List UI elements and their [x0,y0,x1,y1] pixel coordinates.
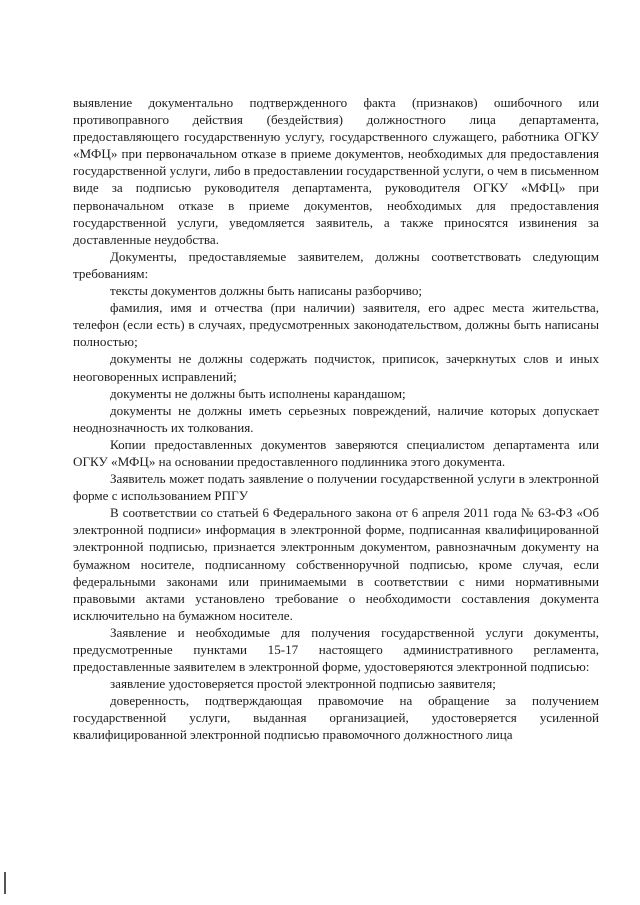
paragraph-no-corrections: документы не должны содержать подчисток, приписок, зачеркнутых слов и иных неоговоренных исправлений; [73,351,599,384]
paragraph-electronic-documents: Заявление и необходимые для получения государственной услуги документы, предусмотренные пунктами 15-17 настоящего административного регламента, предоставленные заявителем в электронной форме, удостоверяются электронной подписью: [73,624,599,675]
document-body [73,94,599,744]
paragraph-certified-copies: Копии предоставленных документов заверяются специалистом департамента или ОГКУ «МФЦ» на основании предоставленного подлинника этого документа. [73,436,599,469]
paragraph-electronic-signature-law: В соответствии со статьей 6 Федерального закона от 6 апреля 2011 года № 63-ФЗ «Об электронной подписи» информация в электронной форме, подписанная квалифицированной электронной подписью, признается электронным документом, равнозначным документу на бумажном носителе, подписанному собственноручной подписью, кроме случая, если федеральными законами или принимаемыми в соответствии с ними нормативными правовыми актами установлено требование о необходимости составления документа исключительно на бумажном носителе. [73,505,599,623]
paragraph-full-name-address: фамилия, имя и отчества (при наличии) заявителя, его адрес места жительства, телефон (если есть) в случаях, предусмотренных законодательством, должны быть написаны полностью; [73,300,599,350]
scan-edge-mark [4,872,6,894]
paragraph-power-of-attorney: доверенность, подтверждающая правомочие на обращение за получением государственной услуги, выданная организацией, удостоверяется усиленной квалифицированной электронной подписью правомочного должностного лица [73,693,599,743]
paragraph-no-pencil: документы не должны быть исполнены карандашом; [110,385,406,401]
paragraph-mistake-apology: выявление документально подтвержденного факта (признаков) ошибочного или противоправного действия (бездействия) должностного лица департамента, предоставляющего государственную услугу, государственного служащего, работника ОГКУ «МФЦ» при первоначальном отказе в приеме документов, необходимых для предоставления государственной услуги, либо в предоставлении государственной услуги, о чем в письменном виде за подписью руководителя департамента, руководителя ОГКУ «МФЦ» при первоначальном отказе в приеме документов, необходимых для предоставления государственной услуги, уведомляется заявитель, а также приносятся извинения за доставленные неудобства. [73,95,599,247]
paragraph-no-damage: документы не должны иметь серьезных повреждений, наличие которых допускает неоднозначность их толкования. [73,402,599,435]
paragraph-document-requirements: Документы, предоставляемые заявителем, должны соответствовать следующим требованиям: [73,248,599,281]
paragraph-electronic-application: Заявитель может подать заявление о получении государственной услуги в электронной форме с использованием РПГУ [73,471,599,504]
paragraph-simple-signature: заявление удостоверяется простой электронной подписью заявителя; [110,676,496,692]
paragraph-legible-text: тексты документов должны быть написаны разборчиво; [110,283,423,299]
